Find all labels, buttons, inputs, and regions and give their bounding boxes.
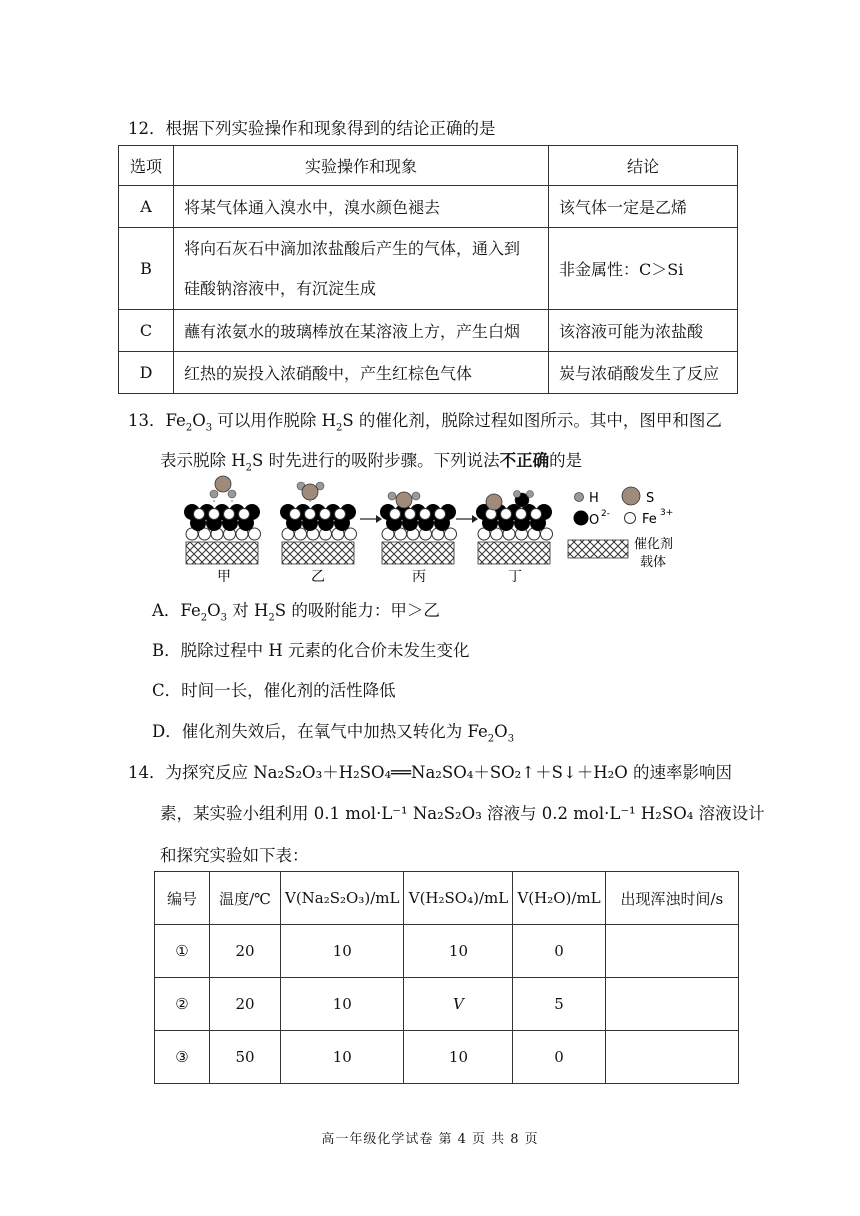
conclusion-cell: 炭与浓硝酸发生了反应: [549, 352, 738, 394]
figure-stages: [184, 476, 553, 564]
legend-label: 催化剂: [634, 537, 674, 552]
table-cell: 10: [281, 925, 404, 978]
sulfur-atom-icon: [622, 487, 640, 505]
table-cell: 10: [281, 1031, 404, 1084]
table-cell: ①: [155, 925, 210, 978]
stage-label: 丁: [508, 569, 522, 585]
hydrogen-atom: [514, 491, 521, 498]
q12-table: [118, 145, 738, 394]
table-row: [155, 1031, 739, 1084]
option-cell: B: [119, 228, 174, 310]
option-cell: A: [119, 186, 174, 228]
iron-ion: [194, 509, 205, 520]
stage-label: 丙: [412, 569, 426, 585]
table-header-cell: 选项: [119, 146, 174, 186]
q13-option-d: [152, 718, 514, 744]
subscript: 2: [200, 612, 208, 624]
option-cell: D: [119, 352, 174, 394]
catalyst-carrier: [478, 542, 550, 564]
subscript: 2: [185, 422, 193, 434]
table-header-cell: 实验操作和现象: [174, 146, 549, 186]
table-header-cell: V(H₂O)/mL: [513, 872, 605, 925]
option-text: D．催化剂失效后，在氧气中加热又转化为 Fe: [152, 722, 488, 741]
question-number: 13．: [128, 411, 166, 430]
legend-superscript: 3+: [660, 508, 674, 518]
legend-label: Fe: [642, 512, 657, 527]
subscript: 2: [487, 733, 495, 745]
iron-ion: [541, 528, 553, 540]
option-text: S 的吸附能力：甲＞乙: [274, 601, 440, 620]
option-text: O: [207, 601, 221, 620]
hydrogen-atom: [412, 492, 420, 500]
iron-ion: [445, 528, 457, 540]
iron-ion: [239, 509, 250, 520]
table-row: [119, 310, 738, 352]
table-header-cell: V(Na₂S₂O₃)/mL: [281, 872, 404, 925]
table-cell: 0: [513, 1031, 605, 1084]
operation-cell: 将某气体通入溴水中，溴水颜色褪去: [174, 186, 549, 228]
table-cell: 20: [210, 978, 281, 1031]
table-header-cell: 出现浑浊时间/s: [605, 872, 738, 925]
q14-table: [154, 871, 739, 1084]
figure-legend: [568, 487, 673, 570]
page-footer: 高一年级化学试卷 第 4 页 共 8 页: [321, 1132, 539, 1147]
table-header-cell: 温度/℃: [210, 872, 281, 925]
subscript: 3: [205, 422, 213, 434]
catalyst-carrier: [382, 542, 454, 564]
iron-ion: [531, 509, 542, 520]
legend-label: H: [589, 491, 599, 506]
q13-option-c: C．时间一长，催化剂的活性降低: [152, 681, 396, 700]
oxide-ion-icon: [574, 511, 589, 526]
table-header-row: [119, 146, 738, 186]
subscript: 2: [245, 462, 253, 474]
legend-superscript: 2-: [601, 509, 610, 519]
table-cell: [605, 1031, 738, 1084]
option-text: O: [494, 722, 508, 741]
option-text: A．Fe: [152, 601, 201, 620]
table-cell: ②: [155, 978, 210, 1031]
catalyst-carrier: [282, 542, 354, 564]
table-row: [155, 978, 739, 1031]
table-cell: 10: [281, 978, 404, 1031]
sulfur-atom: [302, 484, 318, 500]
legend-label: O: [589, 513, 600, 528]
legend-label: 载体: [640, 555, 667, 570]
q14-stem-line1: [128, 759, 732, 783]
q13-option-a: [152, 597, 440, 623]
q13-option-b: B．脱除过程中 H 元素的化合价未发生变化: [152, 641, 470, 660]
table-row: [119, 352, 738, 394]
option-text: 对 H: [227, 601, 269, 620]
iron-ion: [345, 528, 357, 540]
stem-text: 可以用作脱除 H: [212, 411, 336, 430]
stage-label: 乙: [311, 569, 325, 585]
iron-ion-icon: [625, 513, 636, 524]
iron-ion: [249, 528, 261, 540]
formula-part: Fe: [165, 411, 186, 430]
table-row: [119, 186, 738, 228]
question-number: 14．: [128, 763, 166, 782]
table-cell: 10: [404, 925, 513, 978]
iron-ion: [501, 509, 512, 520]
table-header-cell: V(H₂SO₄)/mL: [404, 872, 513, 925]
option-cell: C: [119, 310, 174, 352]
table-cell: 10: [404, 1031, 513, 1084]
subscript: 3: [220, 612, 228, 624]
stem-text: S 的催化剂，脱除过程如图所示。其中，图甲和图乙: [342, 411, 722, 430]
iron-ion: [435, 509, 446, 520]
sulfur-atom: [396, 492, 412, 508]
hydrogen-atom-icon: [575, 493, 584, 502]
hydrogen-atom: [388, 492, 396, 500]
subscript: 3: [507, 733, 515, 745]
q13-stem-line2: [160, 447, 582, 473]
stage-label: 甲: [217, 569, 231, 585]
adsorption-diagram: [170, 474, 690, 590]
table-cell: 20: [210, 925, 281, 978]
subscript: 2: [268, 612, 275, 624]
iron-ion: [335, 509, 346, 520]
catalyst-carrier: [186, 542, 258, 564]
table-header-cell: 编号: [155, 872, 210, 925]
arrow-icon: [360, 515, 382, 523]
iron-ion: [224, 509, 235, 520]
table-cell: 0: [513, 925, 605, 978]
table-cell: [605, 978, 738, 1031]
operation-cell: 红热的炭投入浓硝酸中，产生红棕色气体: [174, 352, 549, 394]
table-cell: [605, 925, 738, 978]
stem-text: S 时先进行的吸附步骤。下列说法: [252, 451, 500, 470]
q13-stem-line1: [128, 407, 722, 433]
table-header-cell: 结论: [549, 146, 738, 186]
legend-label: S: [646, 491, 655, 506]
table-row: [155, 925, 739, 978]
operation-line: 将向石灰石中滴加浓盐酸后产生的气体，通入到: [184, 238, 521, 258]
operation-line: 硅酸钠溶液中，有沉淀生成: [184, 278, 377, 298]
hydrogen-atom: [228, 490, 236, 498]
stem-text: 的是: [549, 451, 583, 470]
table-cell: ③: [155, 1031, 210, 1084]
table-cell: 50: [210, 1031, 281, 1084]
q14-stem-line2: 素，某实验小组利用 0.1 mol·L⁻¹ Na₂S₂O₃ 溶液与 0.2 mol·L⁻¹ H₂SO₄ 溶液设计: [160, 804, 765, 823]
conclusion-cell: 非金属性：C＞Si: [549, 228, 738, 310]
hydrogen-atom: [527, 491, 534, 498]
stem-text: 表示脱除 H: [160, 451, 246, 470]
iron-ion: [516, 509, 527, 520]
table-row: [119, 228, 738, 310]
operation-cell: [174, 228, 549, 310]
iron-ion: [209, 509, 220, 520]
iron-ion: [405, 509, 416, 520]
table-header-row: [155, 872, 739, 925]
conclusion-cell: 该溶液可能为浓盐酸: [549, 310, 738, 352]
iron-ion: [390, 509, 401, 520]
iron-ion: [305, 509, 316, 520]
hydrogen-atom: [210, 490, 218, 498]
iron-ion: [290, 509, 301, 520]
operation-cell: 蘸有浓氨水的玻璃棒放在某溶液上方，产生白烟: [174, 310, 549, 352]
catalyst-carrier-icon: [568, 540, 628, 558]
q12-stem: 12．根据下列实验操作和现象得到的结论正确的是: [128, 119, 496, 138]
table-cell: 5: [513, 978, 605, 1031]
arrow-icon: [456, 515, 478, 523]
sulfur-atom: [215, 476, 231, 492]
q14-stem-line3: 和探究实验如下表：: [160, 846, 309, 865]
sulfur-atom: [486, 494, 502, 510]
formula-part: O: [192, 411, 206, 430]
subscript: 2: [335, 422, 343, 434]
iron-ion: [320, 509, 331, 520]
iron-ion: [420, 509, 431, 520]
conclusion-cell: 该气体一定是乙烯: [549, 186, 738, 228]
emphasis-text: 不正确: [499, 451, 550, 470]
stem-text: 为探究反应 Na₂S₂O₃＋H₂SO₄══Na₂SO₄＋SO₂↑＋S↓＋H₂O 的速率影响因: [165, 763, 733, 782]
table-cell: V: [404, 978, 513, 1031]
